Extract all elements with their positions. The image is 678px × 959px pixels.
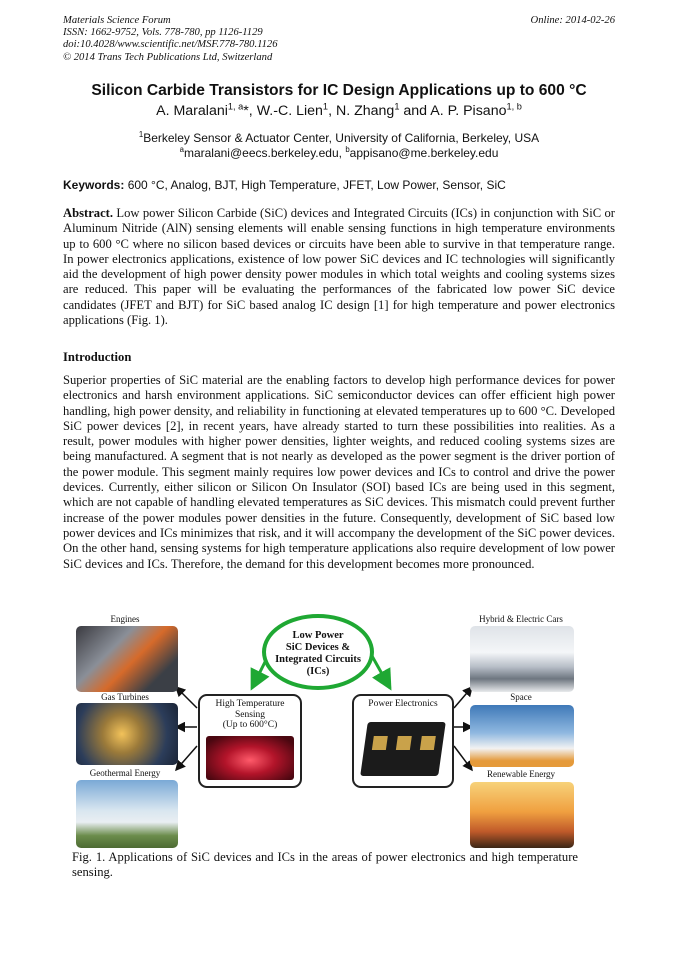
sensor-chip-photo	[206, 736, 294, 780]
author-sup: 1	[394, 101, 400, 112]
section-heading: Introduction	[63, 350, 132, 364]
copyright-line: © 2014 Trans Tech Publications Ltd, Switzerland	[63, 51, 273, 63]
label-hybrid-cars: Hybrid & Electric Cars	[479, 614, 563, 624]
author-sup: 1, a	[227, 101, 244, 112]
high-temperature-sensing-box	[198, 694, 302, 788]
center-line: Integrated Circuits	[275, 654, 361, 665]
author-name: W.-C. Lien	[256, 103, 323, 119]
power-electronics-box	[352, 694, 454, 788]
figure-1	[72, 612, 578, 850]
arrow-geothermal	[176, 746, 197, 770]
center-line: SiC Devices &	[285, 642, 351, 653]
email-sup: a	[179, 144, 184, 154]
label-space: Space	[510, 692, 532, 702]
email-link[interactable]: maralani@eecs.berkeley.edu,	[183, 145, 346, 160]
affiliation-text: Berkeley Sensor & Actuator Center, University of California, Berkeley, USA	[143, 131, 540, 145]
author-name: A. P. Pisano	[430, 103, 507, 119]
label-renewable: Renewable Energy	[486, 769, 556, 779]
issn-line: ISSN: 1662-9752, Vols. 778-780, pp 1126-1129	[63, 27, 263, 39]
electric-car-photo	[470, 626, 574, 692]
abstract	[63, 206, 615, 328]
wind-turbine-photo	[470, 782, 574, 848]
introduction-text: Superior properties of SiC material are the enabling factors to develop high performance devices for power electronics and harsh environment applications. SiC semiconductor devices can offer efficient high power handling, high power density, and reliability in functioning at elevated temperatures up to 600 °C. Developed SiC power devices [2], in recent years, have already started to turn these possibilities into realities. As a result, power modules with higher power densities, lighter weights, and reduced cooling systems sizes are being manufactured. A segment that is not nearly as developed as the power segment is the driver portion of the power module. This segment mainly requires low power devices and ICs to control and drive the power devices. Currently, either silicon or Silicon On Insulator (SOI) based ICs are being used in this segment, which are not capable of handling elevated temperatures as SiC devices. This mismatch could prevent further increase of the power modules power densities in the future. Consequently, development of SiC based low power devices and ICs minimizes that risk, and it will accompany the development of the SiC power devices. On the other hand, sensing systems for high temperature applications also require development of low power SiC devices and ICs. Therefore, the demand for this development becomes more pronounced.	[63, 373, 615, 571]
label-geothermal: Geothermal Energy	[89, 768, 161, 778]
green-arrow-right	[372, 656, 390, 688]
box-title: High Temperature	[215, 699, 285, 709]
box-subtitle: (Up to 600°C)	[222, 720, 278, 730]
author-sup: 1	[322, 101, 329, 112]
center-line: (ICs)	[306, 666, 330, 677]
geothermal-photo	[76, 780, 178, 848]
arrow-engines	[176, 687, 197, 708]
keywords-label: Keywords:	[63, 178, 125, 192]
email-link[interactable]: appisano@me.berkeley.edu	[349, 145, 499, 160]
affiliation	[0, 131, 678, 160]
space-shuttle-photo	[470, 705, 574, 767]
page-header	[63, 15, 615, 64]
abstract-text: Low power Silicon Carbide (SiC) devices and Integrated Circuits (ICs) in conjunction with SiC or Aluminum Nitride (AlN) sensing elements will enable sensing functions in high temperature environments up to 600 °C where no silicon based devices or circuits have been able to survive in that temperature range. In power electronics applications, existence of low power SiC devices and IC technologies will significantly aid the development of high power density power modules in which total weights and cooling systems sizes are reduced. This paper will be evaluating the performances of the fabricated low power SiC device candidates (JFET and BJT) for SiC based analog IC design [1] for high temperature and power electronics applications (Fig. 1).	[63, 206, 615, 328]
journal-name: Materials Science Forum	[63, 15, 171, 26]
affiliation-sup: 1	[138, 130, 144, 139]
box-title: Power Electronics	[368, 699, 438, 709]
keywords	[63, 178, 506, 192]
box-title: Sensing	[234, 709, 266, 720]
author-name: A. Maralani	[156, 103, 228, 119]
online-date: Online: 2014-02-26	[530, 15, 615, 26]
gas-turbine-photo	[76, 703, 178, 765]
label-engines: Engines	[110, 614, 140, 624]
author-sup: 1, b	[506, 101, 522, 112]
author-name: N. Zhang	[335, 103, 395, 119]
engines-photo	[76, 626, 178, 692]
figure-caption: Fig. 1. Applications of SiC devices and ICs in the areas of power electronics and high temperature sensing.	[72, 850, 578, 879]
abstract-label: Abstract.	[63, 206, 114, 220]
doi-line: doi:10.4028/www.scientific.net/MSF.778-780.1126	[63, 39, 278, 51]
author-sep: ,	[328, 103, 336, 119]
label-gas-turbines: Gas Turbines	[101, 692, 149, 702]
low-power-circle	[262, 614, 374, 690]
power-module-photo	[360, 722, 446, 776]
author-sep: and	[399, 103, 431, 119]
author-list	[0, 103, 678, 119]
center-line: Low Power	[292, 630, 344, 641]
author-sep: *,	[243, 103, 257, 119]
paper-title: Silicon Carbide Transistors for IC Design Applications up to 600 °C	[91, 82, 587, 99]
keywords-text: 600 °C, Analog, BJT, High Temperature, JFET, Low Power, Sensor, SiC	[124, 178, 506, 192]
email-sup: b	[345, 144, 350, 154]
